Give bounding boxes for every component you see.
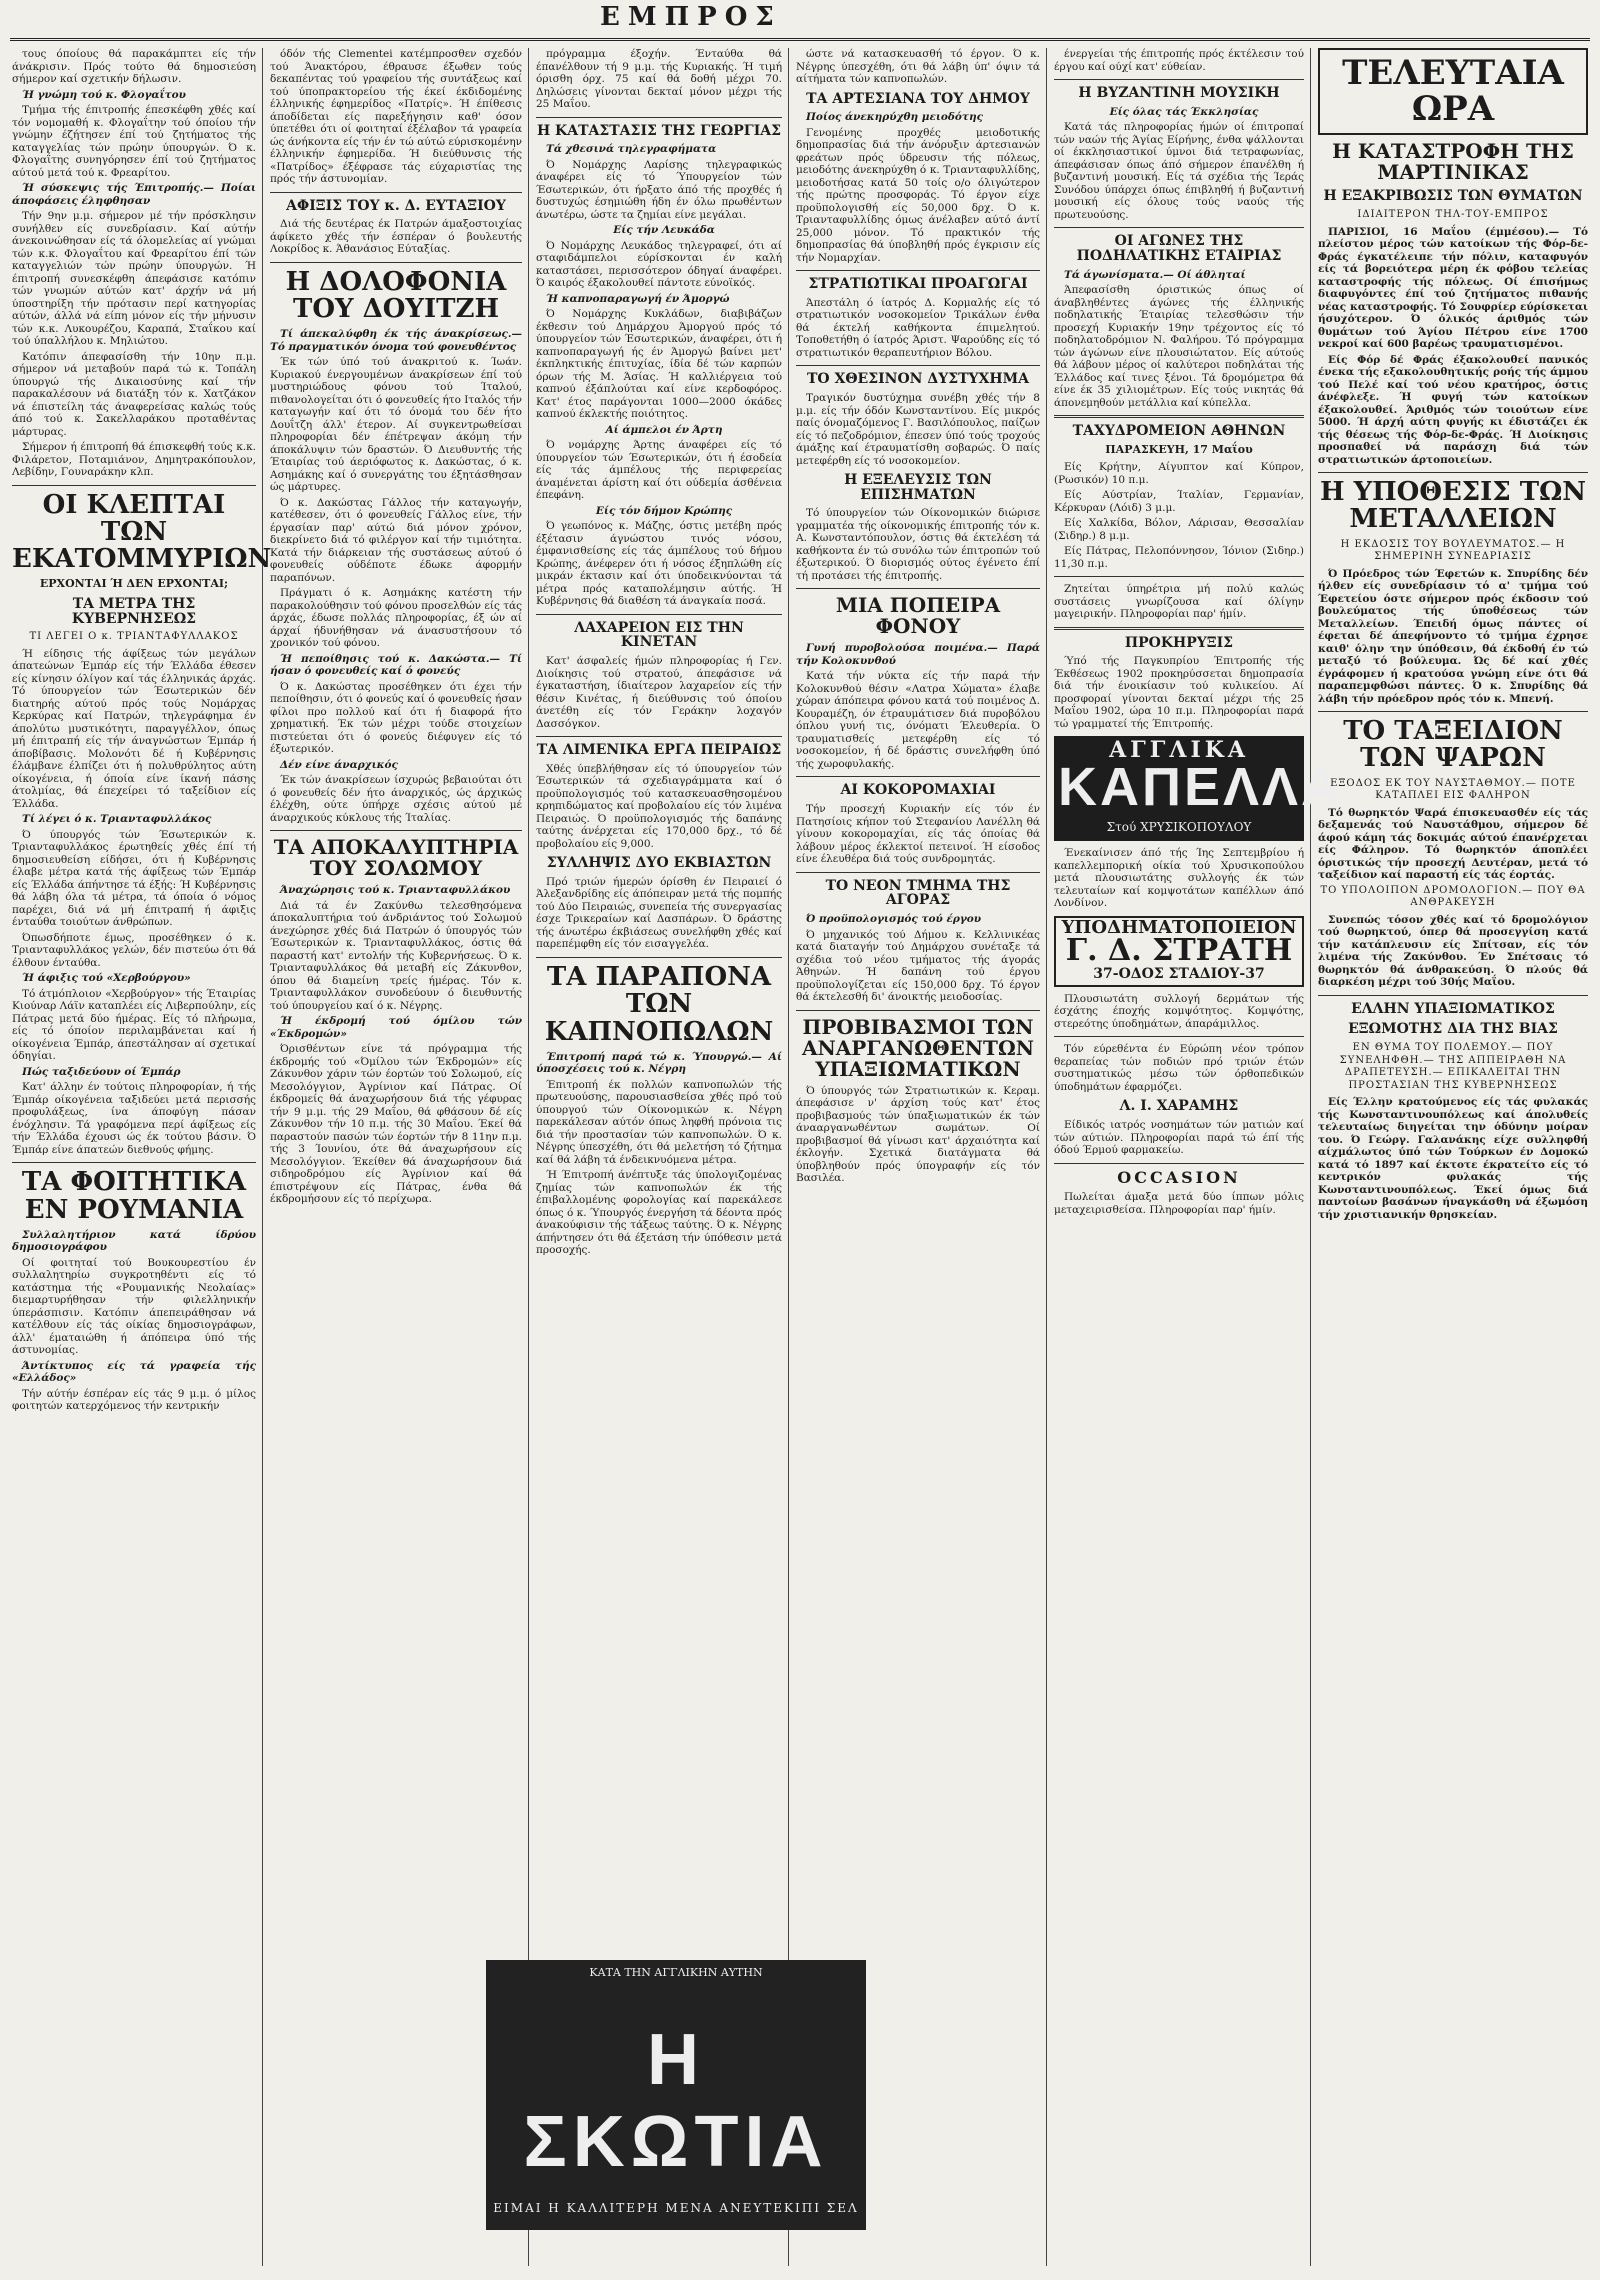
headline-arrival: ΑΦΙΞΙΣ ΤΟΥ κ. Δ. ΕΥΤΑΞΙΟΥ: [286, 197, 506, 214]
article-text: πρόγραμμα έξοχήν. Ένταύθα θά έπανέλθουν τή 9 μ.μ. τής Κυριακής. Ή τιμή όρισθη όρχ. 75 καί θά δοθή μέχρι 70. Δηλώσεις γίνονται δεκταί μόνον μέχρι τής 25 Μαΐου.: [536, 48, 782, 110]
column-2: [270, 48, 522, 2266]
ad-text: Τόν εύρεθέντα έν Εύρώπη νέον τρόπον θεραπείας τών ποδιών πρό τριών έτών συστηματικώς μέσω τών όρθοπεδικών ύποδημάτων έφαρμόζει.: [1054, 1043, 1304, 1093]
article-text: Συνεπώς τόσον χθές καί τό δρομολόγιον τού θωρηκτού, όπερ θά προσεγγίση κατά τήν κατάπλευσιν είς Σπίτσαν, είς τόν λιμένα τής Ζακύνθου. Έν Σπέτσαις τό θωρηκτόν θά άνθρακεύση. Ό πλούς θά διαρκέση μέχρι τού 30ής Μαΐου.: [1318, 913, 1588, 989]
article-text: Κατ' άλλην έν τούτοις πληροφορίαν, ή τής Έμπάρ οίκογένεια ταξιδεύει μετά περισσής προφυλάξεως, ίνα άποφύγη πάσαν ένόχλησιν. Τά γραφόμενα περί άφίξεως είς τήν Έλλάδα έχουσι ώς έκ τούτου βάσιν. Ό Έμπάρ είνε άπατεών διεθνούς φήμης.: [12, 1081, 256, 1156]
article-subheading: Τά χθεσινά τηλεγραφήματα: [546, 143, 717, 156]
article-text: ένεργείαι τής έπιτροπής πρός έκτέλεσιν τού έργου καί ούχί κατ' εύθείαν.: [1054, 48, 1304, 73]
mail-row: Είς Χαλκίδα, Βόλον, Λάρισαν, Θεσσαλίαν (Σιδηρ.) 8 μ.μ.: [1054, 517, 1304, 542]
headline-measures: ΤΑ ΜΕΤΡΑ ΤΗΣ ΚΥΒΕΡΝΗΣΕΩΣ: [71, 595, 197, 627]
column-separator: [788, 48, 789, 2266]
mail-schedule: [1054, 461, 1304, 570]
headline-students: ΤΑ ΦΟΙΤΗΤΙΚΑ ΕΝ ΡΟΥΜΑΝΙΑ: [21, 1167, 247, 1225]
subheadline: ΤΙ ΛΕΓΕΙ Ο κ. ΤΡΙΑΝΤΑΦΥΛΛΑΚΟΣ: [29, 631, 239, 643]
ad-text: Πωλείται άμαξα μετά δύο ίππων μόλις μεταχειρισθείσα. Πληροφορίαι παρ' ήμίν.: [1054, 1191, 1304, 1216]
ad-text: Πλουσιωτάτη συλλογή δερμάτων τής έσχάτης έποχής κομψότητος. Κομψότης, στερεότης ύποδημάτων, άπαράμιλλος.: [1054, 992, 1304, 1030]
hat-advertisement: [1054, 736, 1344, 841]
article-text: Κατά τήν νύκτα είς τήν παρά τήν Κολοκυνθού θέσιν «Λατρα Χώματα» έλαβε χώραν άπόπειρα φόνου κατά τού ποιμένος Δ. Κουραμέζη, όν έτραυμάτισεν διά πυροβόλου όπλου γυνή τις, όνόματι Έλευθερία. Ό τραυματισθείς μετεφέρθη είς τό νοσοκομείον, ή δέ δράστις συνελήφθη ύπό τής χωροφυλακής.: [796, 670, 1040, 770]
article-subheading: Ό προϋπολογισμός τού έργου: [806, 913, 982, 925]
article-subheading: Ποίος άνεκηρύχθη μειοδότης: [806, 111, 984, 124]
article-subheading: Ή γνώμη τού κ. Φλογαΐτου: [22, 88, 186, 101]
headline-byzantine: Η ΒΥΖΑΝΤΙΝΗ ΜΟΥΣΙΚΗ: [1078, 85, 1280, 101]
article-subheading: Γυνή πυροβολούσα ποιμένα.— Παρά τήν Κολοκυνθού: [796, 642, 1040, 667]
article-text: Όρισθέντων είνε τά πρόγραμμα τής έκδρομής τού «Όμίλου τών Έκδρομών» είς Ζάκυνθον χάριν τών έορτών τού Σολωμού, είς Μεσολόγγιον, Άγρίνιον καί Πάτρας. Οί έκδρομείς θά άναχωρήσουν διά τής γέφυρας τήν 9 μ.μ. τής 29 Μαΐου, θά φθάσουν δέ είς Ζάκυνθον τήν 10 π.μ. τής 30 Μαΐου. Έκεί θά παραστούν πασών τών έορτών τήν 8 11ην π.μ. τής 3 Ίουνίου, ότε θά άναχωρήσουν είς Μεσολόγγιον. Έκείθεν θά άναχωρήσουν διά σιδηροδρόμου είς Άγρίνιον καί θά έπιστρέψουν είς Πάτρας, ένθα θά έκδρομήσουν είς τό περίχωρα.: [270, 1043, 522, 1206]
masthead: [0, 0, 1600, 44]
article-subheading: Πώς ταξιδεύουν οί Έμπάρ: [22, 1065, 181, 1078]
mail-row: Είς Αύστρίαν, Ίταλίαν, Γερμανίαν, Κέρκυραν (Λόιδ) 3 μ.μ.: [1054, 489, 1304, 514]
headline-latest: ΤΕΛΕΥΤΑΙΑ ΩΡΑ: [1342, 53, 1564, 129]
article-text: Τμήμα τής έπιτροπής έπεσκέφθη χθές καί τόν νομομαθή κ. Φλογαΐτην τού όποίου τήν γνώμην έζήτησεν έπί τού ζητήματος τής καταγγελίας τών πρώην ύπουργών. Ό κ. Φλογαΐτης συνηγόρησεν έπί τού ζητήματος αύτού μετά τού κ. Φρεαρίτου.: [12, 104, 256, 179]
ad-top-line: ΚΑΤΑ ΤΗΝ ΑΓΓΛΙΚΗΝ ΑΥΤΗΝ: [589, 1966, 763, 1979]
classified-text: Ζητείται ύπηρέτρια μή πολύ καλώς συστάσεις γνωρίζουσα καί όλίγην μαγειρικήν. Πληροφορίαι παρ' ήμίν.: [1054, 583, 1304, 621]
article-subheading: Τί άπεκαλύφθη έκ τής άνακρίσεως.— Τό πραγματικόν όνομα τού φονευθέντος: [270, 328, 522, 353]
article-text: Είς Έλλην κρατούμενος είς τάς φυλακάς τής Κωνσταντινουπόλεως καί άπολυθείς τελευταίως διηγείται την όδύνην μοίραν του. Ό Γεώργ. Γαλανάκης είχε συλληφθή αίχμάλωτος ύπό τών Τούρκων έν Δομοκώ κατά τό 1897 καί έκτοτε έκρατείτο είς τό κεντρικόν φυλακάς τής Κωνσταντινουπόλεως. Έκεί όμως διά παντοίων βασάνων ήναγκάσθη νά έξωμόση τήν χριστιανικήν θρησκείαν.: [1318, 1096, 1588, 1221]
article-text: Ό Νομάρχης Λευκάδος τηλεγραφεί, ότι αί σταφιδάμπελοι εύρίσκονται έν καλή καταστάσει, περισσότερον όδηγαί άναφέρει. Ό καιρός έξακολουθεί πάντοτε εύνοϊκός.: [536, 239, 782, 290]
headline-tobacconists: ΤΑ ΠΑΡΑΠΟΝΑ ΤΩΝ ΚΑΠΝΟΠΩΛΩΝ: [544, 961, 774, 1047]
column-3: [536, 48, 782, 1948]
column-separator: [1046, 48, 1047, 2266]
article-subheading: Είς τόν δήμον Κρώπης: [595, 504, 733, 517]
column-separator: [262, 48, 263, 2266]
article-text: Διά τά έν Ζακύνθω τελεσθησόμενα άποκαλυπτήρια τού άνδριάντος τού Σολωμού άνεχώρησε χθές διά Πατρών ό ύπουργός τών Έσωτερικών κ. Τριανταφυλλάκος, όστις θά παραστή κατ' εντολήν τής Κυβερνήσεως. Ό κ. Τριανταφυλλάκος θά μεταβή είς Ζάκυνθον, όπου θά διαμείνη τρείς ήμέρας. Τόν κ. Τριανταφυλλάκον συνοδεύουν ό διευθυντής τού ύπουργείου καί ό κ. Νέγρης.: [270, 899, 522, 1012]
article-subheading: Τί λέγει ό κ. Τριανταφυλλάκος: [22, 813, 212, 826]
headline-attempt: ΜΙΑ ΠΟΠΕΙΡΑ ΦΟΝΟΥ: [835, 593, 1001, 639]
mail-row: Είς Κρήτην, Αίγυπτον καί Κύπρον, (Ρωσικόν) 10 π.μ.: [1054, 461, 1304, 486]
subheadline: ΕΝ ΘΥΜΑ ΤΟΥ ΠΟΛΕΜΟΥ.— ΠΟΥ ΣΥΝΕΛΗΦΘΗ.— ΤΗΣ ΑΠΠΕΙΡΑΘΗ ΝΑ ΔΡΑΠΕΤΕΥΣΗ.— ΕΠΙΚΑΛΕΙΤΑΙ ΤΗΝ ΠΡΟΣΤΑΣΙΑΝ ΤΗΣ ΚΥΒΕΡΝΗΣΕΩΣ: [1339, 1042, 1567, 1091]
subheadline: ΕΡΧΟΝΤΑΙ Ή ΔΕΝ ΕΡΧΟΝΤΑΙ;: [39, 577, 229, 591]
headline-cockfights: ΑΙ ΚΟΚΟΡΟΜΑΧΙΑΙ: [840, 782, 996, 799]
article-text: Ό ύπουργός τών Έσωτερικών κ. Τριανταφυλλάκος έρωτηθείς χθές έπί τή δημοσιευθείση είδήσει, ότι ή Κυβέρνησις έλαβε μέτρα κατά τής άφίξεως τών Έμπάρ είς Έλλάδα άπήντησε τά έξής: Ή Κυβέρνησις θά λάβη όλα τά μέτρα, τά όποία ό νόμος παρέχει, διά νά μή έπιτραπή ή άφιξις ένταύθα τοιούτων άνθρώπων.: [12, 828, 256, 929]
headline-nco: ΕΛΛΗΝ ΥΠΑΞΙΩΜΑΤΙΚΟΣ: [1351, 1000, 1555, 1017]
article-text: Άπεστάλη ό ίατρός Δ. Κορμαλής είς τό στρατιωτικόν νοσοκομείον Τρικάλων ένθα θά έκτελή καθήκοντα έπιμελητού. Τοποθετήθη ό ίατρός Άριστ. Ψαρούδης είς τό στρατιωτικόν θεραπευτήριον Βόλου.: [796, 296, 1040, 359]
article-text: Σήμερον ή έπιτροπή θά έπισκεφθή τούς κ.κ. Φιλάρετον, Ποταμιάνον, Δημητρακόπουλον, Λεβίδην, Γουναράκην κλπ.: [12, 441, 256, 478]
article-text: Ό νομάρχης Άρτης άναφέρει είς τό ύπουργείον τών Έσωτερικών, ότι ή έσοδεία είς τάς άμπέλους τής περιφερείας άναμένεται άρίστη καί ότι ούδεμία άσθένεια έπεφάνη.: [536, 439, 782, 502]
article-text: Ό Νομάρχης Λαρίσης τηλεγραφικώς άναφέρει είς τό Ύπουργείον τών Έσωτερικών, ότι ήρξατο άπό τής προχθές ή δυστυχώς έσημιώθη ήδη έν όλω πρωθέντων άνωτέρω, ώστε τα ζημίαι είνε μεγάλαι.: [536, 158, 782, 221]
article-subheading: Άναχώρησις τού κ. Τριανταφυλλάκου: [280, 884, 511, 897]
article-text: Ό κ. Δακώστας Γάλλος τήν καταγωγήν, κατέθεσεν, ότι ό φονευθείς Γάλλος είνε, τήν έργασίαν παρ' αύτώ διά μόνον χρόνον, διεκρίνετο διά τό φιλέργον καί τήν τιμιότητα. Κατά τήν διάρκειαν τής συστάσεως αύτού ό φονευθείς ούδέποτε έδωκε άφορμήν παραπόνων.: [270, 496, 522, 584]
ad-occasion: OCCASION: [1117, 1167, 1241, 1187]
headline-nco-promotions: ΠΡΟΒΙΒΑΣΜΟΙ ΤΩΝ ΑΝΑΡΓΑΝΩΘΕΝΤΩΝ ΥΠΑΞΙΩΜΑΤΙΚΩΝ: [801, 1014, 1035, 1081]
headline-promotions: ΣΤΡΑΤΙΩΤΙΚΑΙ ΠΡΟΑΓΩΓΑΙ: [808, 276, 1028, 293]
article-subheading: Ή πεποίθησις τού κ. Δακώστα.— Τί ήσαν ό φονευθείς καί ό φονεύς: [270, 652, 522, 678]
article-subheading: Είς τήν Λευκάδα: [613, 224, 715, 237]
article-text: Οί φοιτηταί τού Βουκουρεστίου έν συλλαλητηρίω συγκροτηθέντι είς τό κατάστημα τής «Ρουμανικής Νεολαίας» διεμαρτυρήθησαν τήν φιλελληνικήν ύπεράσπισιν. Κατόπιν άπεπειράθησαν νά κατέλθουν είς τάς οίκίας δημοσιογράφων, άλλ' έματαιώθη ή άπόπειρα ύπό τής άστυνομίας.: [12, 1256, 256, 1357]
article-subheading: Αί άμπελοι έν Άρτη: [605, 423, 723, 436]
article-text: Πρό τριών ήμερών όρίσθη έν Πειραιεί ό Άλεξανδρίδης είς άπόπειραν μετά τής πομπής τού Δύο Πειραιώς, συνεπεία τής συνεργασίας έσχε Τρικεραίων καί Δασπάρων. Ό δράστης τής άνωτέρω έκβιάσεως συνελήφθη χθές καί παρεπέμφθη είς τόν εισαγγελέα.: [536, 875, 782, 951]
article-text: Τήν 9ην μ.μ. σήμερον μέ τήν πρόσκλησιν συνήλθεν είς συνεδρίασιν. Καί αύτήν άνεκοινώθησαν είς τά όλομελείας αί γνώμαι τών κ.κ. Φλογαΐτου καί Φρεαρίτου έπί τών καταγγελιών τών πρώην ύπουργών. Ή έπιτροπή συνεσκέφθη άπεφάσισε κατόπιν τών γνωμών αύτών κατ' άρχήν νά μή ύποστηρίξη τήν πρότασιν περί κατηγορίας αύτών, άλλά νά είπη μόνον είς τήν μήνυσιν τών κ.κ. Λυκουρέζου, Καραπά, Σταΐκου καί τού ύπαλλήλου κ. Μηλιώτου.: [12, 210, 256, 347]
subheadline: ΙΔΙΑΙΤΕΡΟΝ ΤΗΛ-ΤΟΥ-ΕΜΠΡΟΣ: [1357, 209, 1549, 221]
article-text: Ό ύπουργός τών Στρατιωτικών κ. Κεραμ. άπεφάσισε ν' άρχίση τούς κατ' έτος προβιβασμούς τών ύπαξιωματικών έκ τών άνααργανωθέντων σωμάτων. Οί προβιβασμοί θά γίνωσι κατ' άρχαιότητα καί έκλογήν. Σχετικά διατάγματα θά ύποβληθούν πρός ύπογραφήν είς τόν Βασιλέα.: [796, 1084, 1040, 1184]
post-date: ΠΑΡΑΣΚΕΥΗ, 17 Μαΐου: [1105, 442, 1253, 456]
article-text: Είς Φόρ δέ Φράς έξακολουθεί πανικός ένεκα τής εξακολουθητικής ροής τής άμμου τού Πελέ καί τού νέου κρατήρος, όστις άνέφλεξε. Ή φυγή τών κατοίκων έξακολουθεί. Άριθμός τών τοιούτων είνε 5000. Ή άρχή αύτη φυγής κι έδιστάζει έκ τής θέσεως τής Φόρ-δε-Φράς. Ή Διοίκησις προσπαθεί νά παράσχη διά τών στρατιωτικών άρτοποιείων.: [1318, 353, 1588, 466]
article-text: Έκ τών ύπό τού άνακριτού κ. Ίωάν. Κυριακού ένεργουμένων άνακρίσεων έπί τού μυστηριώδους φόνου τού Ίταλού, πιθανολογείται ότι ό φονευθείς ήτο Ιταλός τήν καταγωγήν καί ότι τό όνομά του δέν ήτο Δουΐτζη άλλ' έτερον. Αί συγκεντρωθείσαι πληροφορίαι δέν έπέτρεψαν άκόμη τήν άποκάλυψιν τών δραστών. Ό Διευθυντής τής Έταιρίας τού άεριόφωτος κ. Δακώστας, ό κ. Ασημάκης καί ό συνεργάτης του έξητάσθησαν ώς μάρτυρες.: [270, 356, 522, 494]
headline-cycling: ΟΙ ΑΓΩΝΕΣ ΤΗΣ ΠΟΔΗΛΑΤΙΚΗΣ ΕΤΑΙΡΙΑΣ: [1076, 233, 1282, 264]
article-text: Τήν προσεχή Κυριακήν είς τόν έν Πατησίοις κήπον τού Στεφανίου Λανέλλη θά γίνουν κοκορομαχίαι, είς τάς όποίας θά λάβουν μέρος έκλεκτοί πετεινοί. Ή είσοδος είνε έλευθέρα διά τούς συνδρομητάς.: [796, 803, 1040, 866]
headline-proclamation: ΠΡΟΚΗΡΥΞΙΣ: [1124, 634, 1234, 651]
ad-text: Είδικός ιατρός νοσημάτων τών ματιών καί τών αύτιών. Πληροφορίαι παρά τώ έπί τής όδού Έρμού φαρμακείω.: [1054, 1119, 1304, 1157]
article-text: Γενομένης προχθές μειοδοτικής δημοπρασίας διά τήν άνόρυξιν άρτεσιανών φρεάτων πρός ύδρευσιν τής πόλεως, μειοδότης άνεκηρύχθη ό κ. Τριανταφυλλίδης, μειοδοτήσας κατά 50 τοίς ο/ο όλιγώτερον τής πρώτης προσφοράς. Τό έργον είχε προϋπολογισθή είς 50,000 δρχ. Ό κ. Τριανταφυλλίδης όμως άνέλαβεν αύτό άντί 25,000 μόνον. Τό πρακτικόν τής δημοπρασίας θά ύποβληθή πρός έγκρισιν είς τήν Νομαρχίαν.: [796, 126, 1040, 264]
article-subheading: Δέν είνε άναρχικός: [280, 758, 398, 771]
subheadline: Η ΕΚΔΟΣΙΣ ΤΟΥ ΒΟΥΛΕΥΜΑΤΟΣ.— Η ΣΗΜΕΡΙΝΗ ΣΥΝΕΔΡΙΑΣΙΣ: [1340, 538, 1566, 563]
article-text: Ύπό τής Παγκυπρίου Έπιτροπής τής Έκθέσεως 1902 προκηρύσσεται δημοπρασία διά τήν ένοικίασιν τού κυλικείου. Αί προσφοραί γίνονται δεκταί μέχρι τής 25 Μαΐου 1902, ώρα 10 π.μ. Πληροφορίαι παρά τώ γραμματεί τής Έπιτροπής.: [1054, 655, 1304, 730]
article-text: Τό θωρηκτόν Ψαρά έπισκευασθέν είς τάς δεξαμενάς τού Ναυστάθμου, σήμερον δέ άφού κάμη τάς δοκιμάς αύτού έπανέρχεται είς Φάληρον. Τό θωρηκτόν άποπλέει όριστικώς τήν προσεχή Δευτέραν, μετά τό ταξείδιον καί παραστή είς τάς έορτάς.: [1318, 806, 1588, 882]
headline-harbor: ΤΑ ΛΙΜΕΝΙΚΑ ΕΡΓΑ ΠΕΙΡΑΙΩΣ: [536, 742, 782, 759]
article-text: Ό Πρόεδρος τών Έφετών κ. Σπυρίδης δέν ήλθεν είς συνεδρίασιν τό α' τμήμα τού Έφετείου όστε σήμερον πρός έκδοσιν τού βουλεύματος τής ύποθέσεως τών Μεταλλείων. Έπειδή όμως πάντες οί έφεται δέ άπεφήνοντο τό τμήμα έχρησε καιθ' όλην την ύπόθεσιν, θά έκδοθή έν τώ μεταξύ τό βούλευμα. Ώς δέ καί χθές έγράφομεν ή κρατούσα γνώμη είνε ότι θά παραπεμφθώσι πάντες. Ό κ. Σπυρίδης θά λάβη τήν πρόεδρον πρός τόν κ. Μπενή.: [1318, 567, 1588, 705]
headline-artesian: ΤΑ ΑΡΤΕΣΙΑΝΑ ΤΟΥ ΔΗΜΟΥ: [806, 90, 1030, 107]
article-text: όδόν τής Clementei κατέμπροσθεν σχεδόν τού Άνακτόρου, έθραυσε έξωθεν τούς δεκαπέντας τού γραφείου τής συντάξεως καί τού ύποπρακτορείου τής έκεί έκδιδομένης έλληνικής έφημερίδος «Πατρίς». Ή έπίθεσις άποδίδεται είς παρεξήγησιν καθ' όσον ύπετέθει ότι οί φοιτηταί έξέλαβον τά γραφεία ώς άνήκοντα είς τήν έν τώ αύτώ εύρισκομένην έλληνικήν έφημερίδα. Ή διεύθυνσις τής «Πατρίδος» έξέφρασε τάς εύχαριστίας της πρός τήν άστυνομίαν.: [270, 48, 522, 185]
article-text: ώστε νά κατασκευασθή τό έργον. Ό κ. Νέγρης ύπεσχέθη, ότι θά λάβη ύπ' όψιν τά αίτήματα τών καπνοπωλών.: [796, 48, 1040, 85]
headline-post-office: ΤΑΧΥΔΡΟΜΕΙΟΝ ΑΘΗΝΩΝ: [1072, 423, 1286, 440]
ad-title: ΥΠΟΔΗΜΑΤΟΠΟΙΕΙΟΝ: [1061, 916, 1297, 938]
article-text: Ό μηχανικός τού Δήμου κ. Κελλινικέας κατά διαταγήν τού Δημάρχου συνέταξε τά σχέδια τού νέου τμήματος τής άγοράς Άθηνών. Ή δαπάνη τού έργου προϋπολογίζεται είς 150,000 δρχ. Τό έργον θά έκτελεσθή δι' άνοικτής μειοδοσίας.: [796, 928, 1040, 1003]
headline-market: ΤΟ ΝΕΟΝ ΤΜΗΜΑ ΤΗΣ ΑΓΟΡΑΣ: [825, 877, 1011, 909]
headline-psara: ΤΟ ΤΑΞΕΙΔΙΟΝ ΤΩΝ ΨΑΡΩΝ: [1343, 716, 1563, 774]
article-subheading: Ή καπνοπαραγωγή έν Άμοργώ: [546, 292, 730, 305]
ad-bottom-line: ΕΙΜΑΙ Η ΚΑΛΛΙΤΕΡΗ ΜΕΝΑ ΑΝΕΥΤΕΚΙΠΙ ΣΕΛ: [493, 2201, 859, 2215]
latest-hour-box: [1318, 48, 1588, 135]
column-4: [796, 48, 1040, 1948]
article-subheading: Άντίκτυπος είς τά γραφεία τής «Ελλάδος»: [12, 1359, 256, 1385]
column-separator: [1310, 48, 1311, 2266]
article-text: Ή Έπιτροπή άνέπτυξε τάς ύπολογιζομένας ζημίας τών καπνοπωλών έκ τής έπιβαλλομένης φορολογίας καί παρεκάλεσε όπως ό κ. Ύπουργός ένεργήση τά δέοντα πρός άνακούφισιν τής τάξεως ταύτης. Ό κ. Νέγρης άπήντησεν ότι θά έξετάση τήν ύπόθεσιν μετά προσοχής.: [536, 1169, 782, 1257]
article-subheading: Ή σύσκεψις τής Έπιτροπής.— Ποίαι άποφάσεις έληφθησαν: [12, 182, 256, 207]
article-text: Έπιτροπή έκ πολλών καπνοπωλών τής πρωτευούσης, παρουσιασθείσα χθές πρό τού ύπουργού τών Οίκονομικών κ. Νέγρη παρεκάλεσαν αύτόν όπως ληφθή πρόνοια τις διά τήν προστασίαν τών καπνοπωλών. Ό κ. Νέγρης ύπεσχέθη, ότι θά μελετήση τό ζήτημα καί θά λάβη τά ένδεικνυόμενα μέτρα.: [536, 1078, 782, 1166]
article-text: Χθές ύπεβλήθησαν είς τό ύπουργείον τών Έσωτερικών τά σχεδιαγράμματα καί ό προϋπολογισμός τού κατασκευασθησομένου κρηπιδώματος καί προβολαίου είς τόν λιμένα Πειραιώς. Ό προϋπολογισμός τής δαπάνης ταύτης άνέρχεται είς 170,000 δρχ., τό δέ προβολαίου είς 9,000.: [536, 762, 782, 850]
article-subheading: Συλλαλητήριον κατά ίδρύου δημοσιογράφου: [12, 1228, 256, 1254]
ad-name: Γ. Δ. ΣΤΡΑΤΗ: [1065, 933, 1293, 969]
headline-agriculture: Η ΚΑΤΑΣΤΑΣΙΣ ΤΗΣ ΓΕΩΡΓΙΑΣ: [536, 122, 782, 139]
ad-text: Ένεκαίνισεν άπό τής Ίης Σεπτεμβρίου ή καπελλεμπορική οίκία τού Χρυσικοπούλου μετά πλουσιωτάτης συλλογής έκ τών τελευταίων καί κομψοτάτων καπέλλων άπό Λονδίνον.: [1054, 847, 1304, 910]
column-5: [1054, 48, 1344, 2266]
headline-murder: Η ΔΟΛΟΦΟΝΙΑ ΤΟΥ ΔΟΥΙΤΖΗ: [285, 266, 507, 324]
article-subheading: Είς όλας τάς Έκκλησίας: [1109, 105, 1259, 118]
article-text: Έκ τών άνακρίσεων ίσχυρώς βεβαιούται ότι ό φονευθείς δέν ήτο άναρχικός, ώς άρχικώς έλέχθη, ούτε ύπήρχε σχέσις αύτού μέ άναρχικούς κύκλους τής Ίταλίας.: [270, 774, 522, 824]
scotland-advertisement: [486, 1960, 866, 2230]
headline-thieves: ΟΙ ΚΛΕΠΤΑΙ ΤΩΝ ΕΚΑΤΟΜΜΥΡΙΩΝ: [12, 489, 272, 575]
column-6: [1318, 48, 1588, 2266]
shoe-advertisement: [1054, 916, 1304, 987]
ad-headline: Η ΣΚΩΤΙΑ: [523, 2020, 829, 2182]
headline-lottery: ΛΑΧΑΡΕΙΟΝ ΕΙΣ ΤΗΝ ΚΙΝΕΤΑΝ: [574, 619, 744, 651]
mail-row: Είς Πάτρας, Πελοπόννησον, Ίόνιον (Σιδηρ.) 11,30 π.μ.: [1054, 545, 1304, 570]
headline-martinique: Η ΚΑΤΑΣΤΡΟΦΗ ΤΗΣ ΜΑΡΤΙΝΙΚΑΣ: [1332, 139, 1574, 185]
article-text: Τήν αύτήν έσπέραν είς τάς 9 μ.μ. ό μίλος φοιτητών κατερχόμενος τήν κεντρικήν: [12, 1387, 256, 1413]
headline-apostate: ΕΞΩΜΟΤΗΣ ΔΙΑ ΤΗΣ ΒΙΑΣ: [1348, 1021, 1558, 1038]
ad-title: ΑΓΓΛΙΚΑ: [1109, 737, 1249, 764]
headline-arrest: ΣΥΛΛΗΨΙΣ ΔΥΟ ΕΚΒΙΑΣΤΩΝ: [546, 855, 772, 872]
article-text: Κατ' άσφαλείς ήμών πληροφορίας ή Γεν. Διοίκησις τού στρατού, άπεφάσισε νά έγκαταστήση, ίδιαίτερον λαχαρείον είς τήν θέσιν Κινέτας, ή διεύθυνσις τού όποίου άνετέθη είς τόν Γεράκην λοχαγόν Δασσόγκον.: [536, 655, 782, 730]
headline-victims: Η ΕΞΑΚΡΙΒΩΣΙΣ ΤΩΝ ΘΥΜΑΤΩΝ: [1323, 188, 1583, 205]
article-text: Ή είδησις τής άφίξεως τών μεγάλων άπατεώνων Έμπάρ είς τήν Έλλάδα έθεσεν είς κίνησιν όλίγον καί τάς έλληνικάς άρχάς. Τό ύπουργείον τών Έσωτερικών δέν διατηρής αύτού πρός τούς Νομάρχας Κερκύρας καί Πατρών, τηλεγράφημα έν άπολύτω μυστικότητι, παραγγέλλον, όπως μή έπιτραπή είς τήν άναγνώστων Έμπάρ ή άποβίβασις. Μολονότι δέ ή Κυβέρνησις έλάμβανε έλπίζει ότι ή πολυθρύλητος αύτη οίκογένεια, ή όποία είνε ίκανή πάσης άτολμίας, θά έπεχείρει τό ταξείδιον είς Έλλάδα.: [12, 647, 256, 810]
headline-officials: Η ΕΞΕΛΕΥΣΙΣ ΤΩΝ ΕΠΙΣΗΜΑΤΩΝ: [844, 472, 992, 503]
article-text: ΠΑΡΙΣΙΟΙ, 16 Μαΐου (έμμέσου).— Τό πλείστον μέρος τών κατοίκων τής Φόρ-δε-Φράς έγκατέλειπε τήν πόλιν, καταφυγόν είς τά βορειότερα μέρη έκ φόβου τελείας καταστροφής τής πόλεως. Οί έπισήμως διαφυγόντες έπί τού ζητήματος πιθανής νέας καταστροφής. Τό Σουφρίερ εύρίσκεται ήσυχότερον. Ό όλικός άριθμός τών θυμάτων τού Άγίου Πέτρου είνε 1700 νεκροί καί 600 βαρέως τραυματισμένοι.: [1318, 225, 1588, 351]
article-text: Άπεφασίσθη όριστικώς όπως οί άναβληθέντες άγώνες τής έλληνικής ποδηλατικής Έταιρίας τελεσθώσιν τήν προσεχή Κυριακήν 19ην τρέχοντος είς τό ποδηλατοδρόμιον Ν. Φαλήρου. Τό πρόγραμμα τών άγώνων είνε πλουσιώτατον. Είς αύτούς θά λάβουν μέρος οί καλύτεροι ποδηλάται τής Έλλάδος καί τινες ξένοι. Τά δρομόμετρα θά είνε έκ 35 χιλιομέτρων. Είς τούς νικητάς θά άπονεμηθούν μετάλλια καί κύπελλα.: [1054, 284, 1304, 409]
article-text: Κατόπιν άπεφασίσθη τήν 10ην π.μ. σήμερον νά μεταβούν παρά τώ κ. Τοπάλη ύπουργώ τής Δικαιοσύνης καί τήν παρακαλέσουν νά διατάξη τόν κ. Χατζάκον νά έπιστείλη τάς άναφερείσας καλώς τούς άπό τού κ. Σακελλαράκου προταθέντας μάρτυρας.: [12, 350, 256, 438]
article-text: Όπωσδήποτε έμως, προσέθηκεν ό κ. Τριανταφυλλάκος γελών, δέν πιστεύω ότι θά έλθουν ένταύθα.: [12, 931, 256, 969]
ad-headline: ΚΑΠΕΛΛΑ: [1058, 756, 1344, 817]
headline-accident: ΤΟ ΧΘΕΣΙΝΟΝ ΔΥΣΤΥΧΗΜΑ: [807, 371, 1029, 388]
newspaper-title: ΕΜΠΡΟΣ: [600, 2, 782, 32]
article-text: Τό άτμόπλοιον «Χερβούργον» τής Έταιρίας Κιούναρ Λάϊν καταπλέει είς Λιβερπούλην, είς Πάτρας μετά δύο ήμέρας. Είς τό πλήρωμα, είς τό όποίον περιλαμβάνεται καί ή οίκογένεια Έμπάρ, άπεστάλησαν αί σχετικαί όδηγίαι.: [12, 987, 256, 1063]
ad-doctor-name: Λ. Ι. ΧΑΡΑΜΗΣ: [1119, 1098, 1239, 1115]
article-text: τους όποίους θά παρακάμπτει είς τήν άνάκρισιν. Πρός τούτο θά δημοσιεύση σήμερον καί σχετικήν δήλωσιν.: [12, 48, 256, 85]
masthead-rule: [10, 38, 1590, 41]
column-1: [12, 48, 272, 2266]
column-separator: [528, 48, 529, 2266]
article-text: Πράγματι ό κ. Ασημάκης κατέστη τήν παρακολούθησιν τού φόνου προσελθών είς τάς άρχάς, έδωσε πολλάς πληροφορίας, έξ ών αί άρχαί ήδυνήθησαν νά άνασυστήσουν τό χρονικόν τού φόνου.: [270, 587, 522, 650]
article-text: Διά τής δευτέρας έκ Πατρών άμαξοστοιχίας άφίκετο χθές τήν έσπέραν ό βουλευτής Λοκρίδος κ. Άθανάσιος Εύταξίας.: [270, 218, 522, 256]
article-subheading: Ή έκδρομή τού όμίλου τών «Έκδρομών»: [270, 1015, 522, 1040]
ad-shop: Στού ΧΡΥΣΙΚΟΠΟΥΛΟΥ: [1106, 819, 1252, 834]
article-text: Κατά τάς πληροφορίας ήμών οί έπιτροπαί τών ναών τής Άγίας Είρήνης, ένθα ψάλλονται οί έκκλησιαστικοί ύμνοι διά τετραφωνίας, άπεφάσισαν όπως άπό σήμερον έπανέλθη ή βυζαντινή μουσική. Είς τά σχέδια τής Ίεράς Συνόδου ύπάρχει όπως έπιβληθή ή βυζαντινή μουσική είς όλους τούς ναούς τής πρωτευούσης.: [1054, 121, 1304, 221]
subheadline: ΤΟ ΥΠΟΛΟΙΠΟΝ ΔΡΟΜΟΛΟΓΙΟΝ.— ΠΟΥ ΘΑ ΑΝΘΡΑΚΕΥΣΗ: [1320, 884, 1586, 909]
ad-address: 37-ΟΔΟΣ ΣΤΑΔΙΟΥ-37: [1093, 966, 1265, 983]
headline-solomos: ΤΑ ΑΠΟΚΑΛΥΠΤΗΡΙΑ ΤΟΥ ΣΟΛΩΜΟΥ: [273, 835, 519, 881]
article-subheading: Τά άγωνίσματα.— Οί άθληταί: [1064, 268, 1246, 281]
article-subheading: Ή άφιξις τού «Χερβούργου»: [22, 972, 191, 985]
article-subheading: Έπιτροπή παρά τώ κ. Ύπουργώ.— Αί ύποσχέσεις τού κ. Νέγρη: [536, 1050, 782, 1076]
subheadline: ΕΞΟΔΟΣ ΕΚ ΤΟΥ ΝΑΥΣΤΑΘΜΟΥ.— ΠΟΤΕ ΚΑΤΑΠΛΕΙ ΕΙΣ ΦΑΛΗΡΟΝ: [1330, 777, 1576, 802]
article-text: Τραγικόν δυστύχημα συνέβη χθές τήν 8 μ.μ. είς τήν όδόν Κωνσταντίνου. Είς μικρός παίς όνομαζόμενος Γ. Βασιλόπουλος, παίζων είς τό πεζοδρόμιον, έπεσεν ύπό τούς τροχούς άμάξης καί έτραυματίσθη σοβαρώς. Ό παίς μετεφέρθη είς τό νοσοκομείον.: [796, 392, 1040, 467]
article-text: Ό κ. Δακώστας προσέθηκεν ότι έχει τήν πεποίθησιν, ότι ό φονεύς καί ό φονευθείς ήσαν φίλοι προ πολλού καί ότι ή διαφορά ήτο χρηματική. Έκ τών μέχρι τούδε στοιχείων πιστεύεται ότι ό φονεύς διέφυγεν είς τό έξωτερικόν.: [270, 680, 522, 756]
article-text: Ό Νομάρχης Κυκλάδων, διαβιβάζων έκθεσιν τού Δημάρχου Άμοργού πρός τό ύπουργείον τών Έσωτερικών, άναφέρει, ότι ή καπνοπαραγωγή ής έν Άμοργώ βαίνει μετ' έκπληκτικής έπιτυχίας, ίδία δέ τών καρπών όρων τής Μ. Άσίας. Ή καλλιέργεια τού καπνού έξάπλούται καί είνε κερδοφόρος. Κατ' έτος παράγονται 1000—2000 όκάδες καπνού έκλεκτής ποιότητος.: [536, 308, 782, 421]
article-text: Ό γεωπόνος κ. Μάζης, όστις μετέβη πρός έξέτασιν άγνώστου τινός νόσου, έμφανισθείσης είς τάς άμπέλους τού δήμου Κρώπης, άνέφερεν ότι ή νόσος έξηπλώθη είς μικράν έκτασιν καί ότι ύποδεικνύονται τά μέτρα πρός καταπολέμησιν αύτής. Ή Κυβέρνησις θά διαθέση τά άναγκαία ποσά.: [536, 520, 782, 608]
article-text: Τό ύπουργείον τών Οίκονομικών διώρισε γραμματέα τής οίκονομικής έπιτροπής τόν κ. Α. Κωνσταντόπουλον, όστις θά έκτελέση τά καθήκοντα έν τώ συνόλω τών έπιτροπών τού έξωτερικού. Ό διορισμός ούτος έγένετο έπί τή προτάσει τής έπιτροπής.: [796, 507, 1040, 582]
headline-mines: Η ΥΠΟΘΕΣΙΣ ΤΩΝ ΜΕΤΑΛΛΕΙΩΝ: [1319, 477, 1587, 535]
